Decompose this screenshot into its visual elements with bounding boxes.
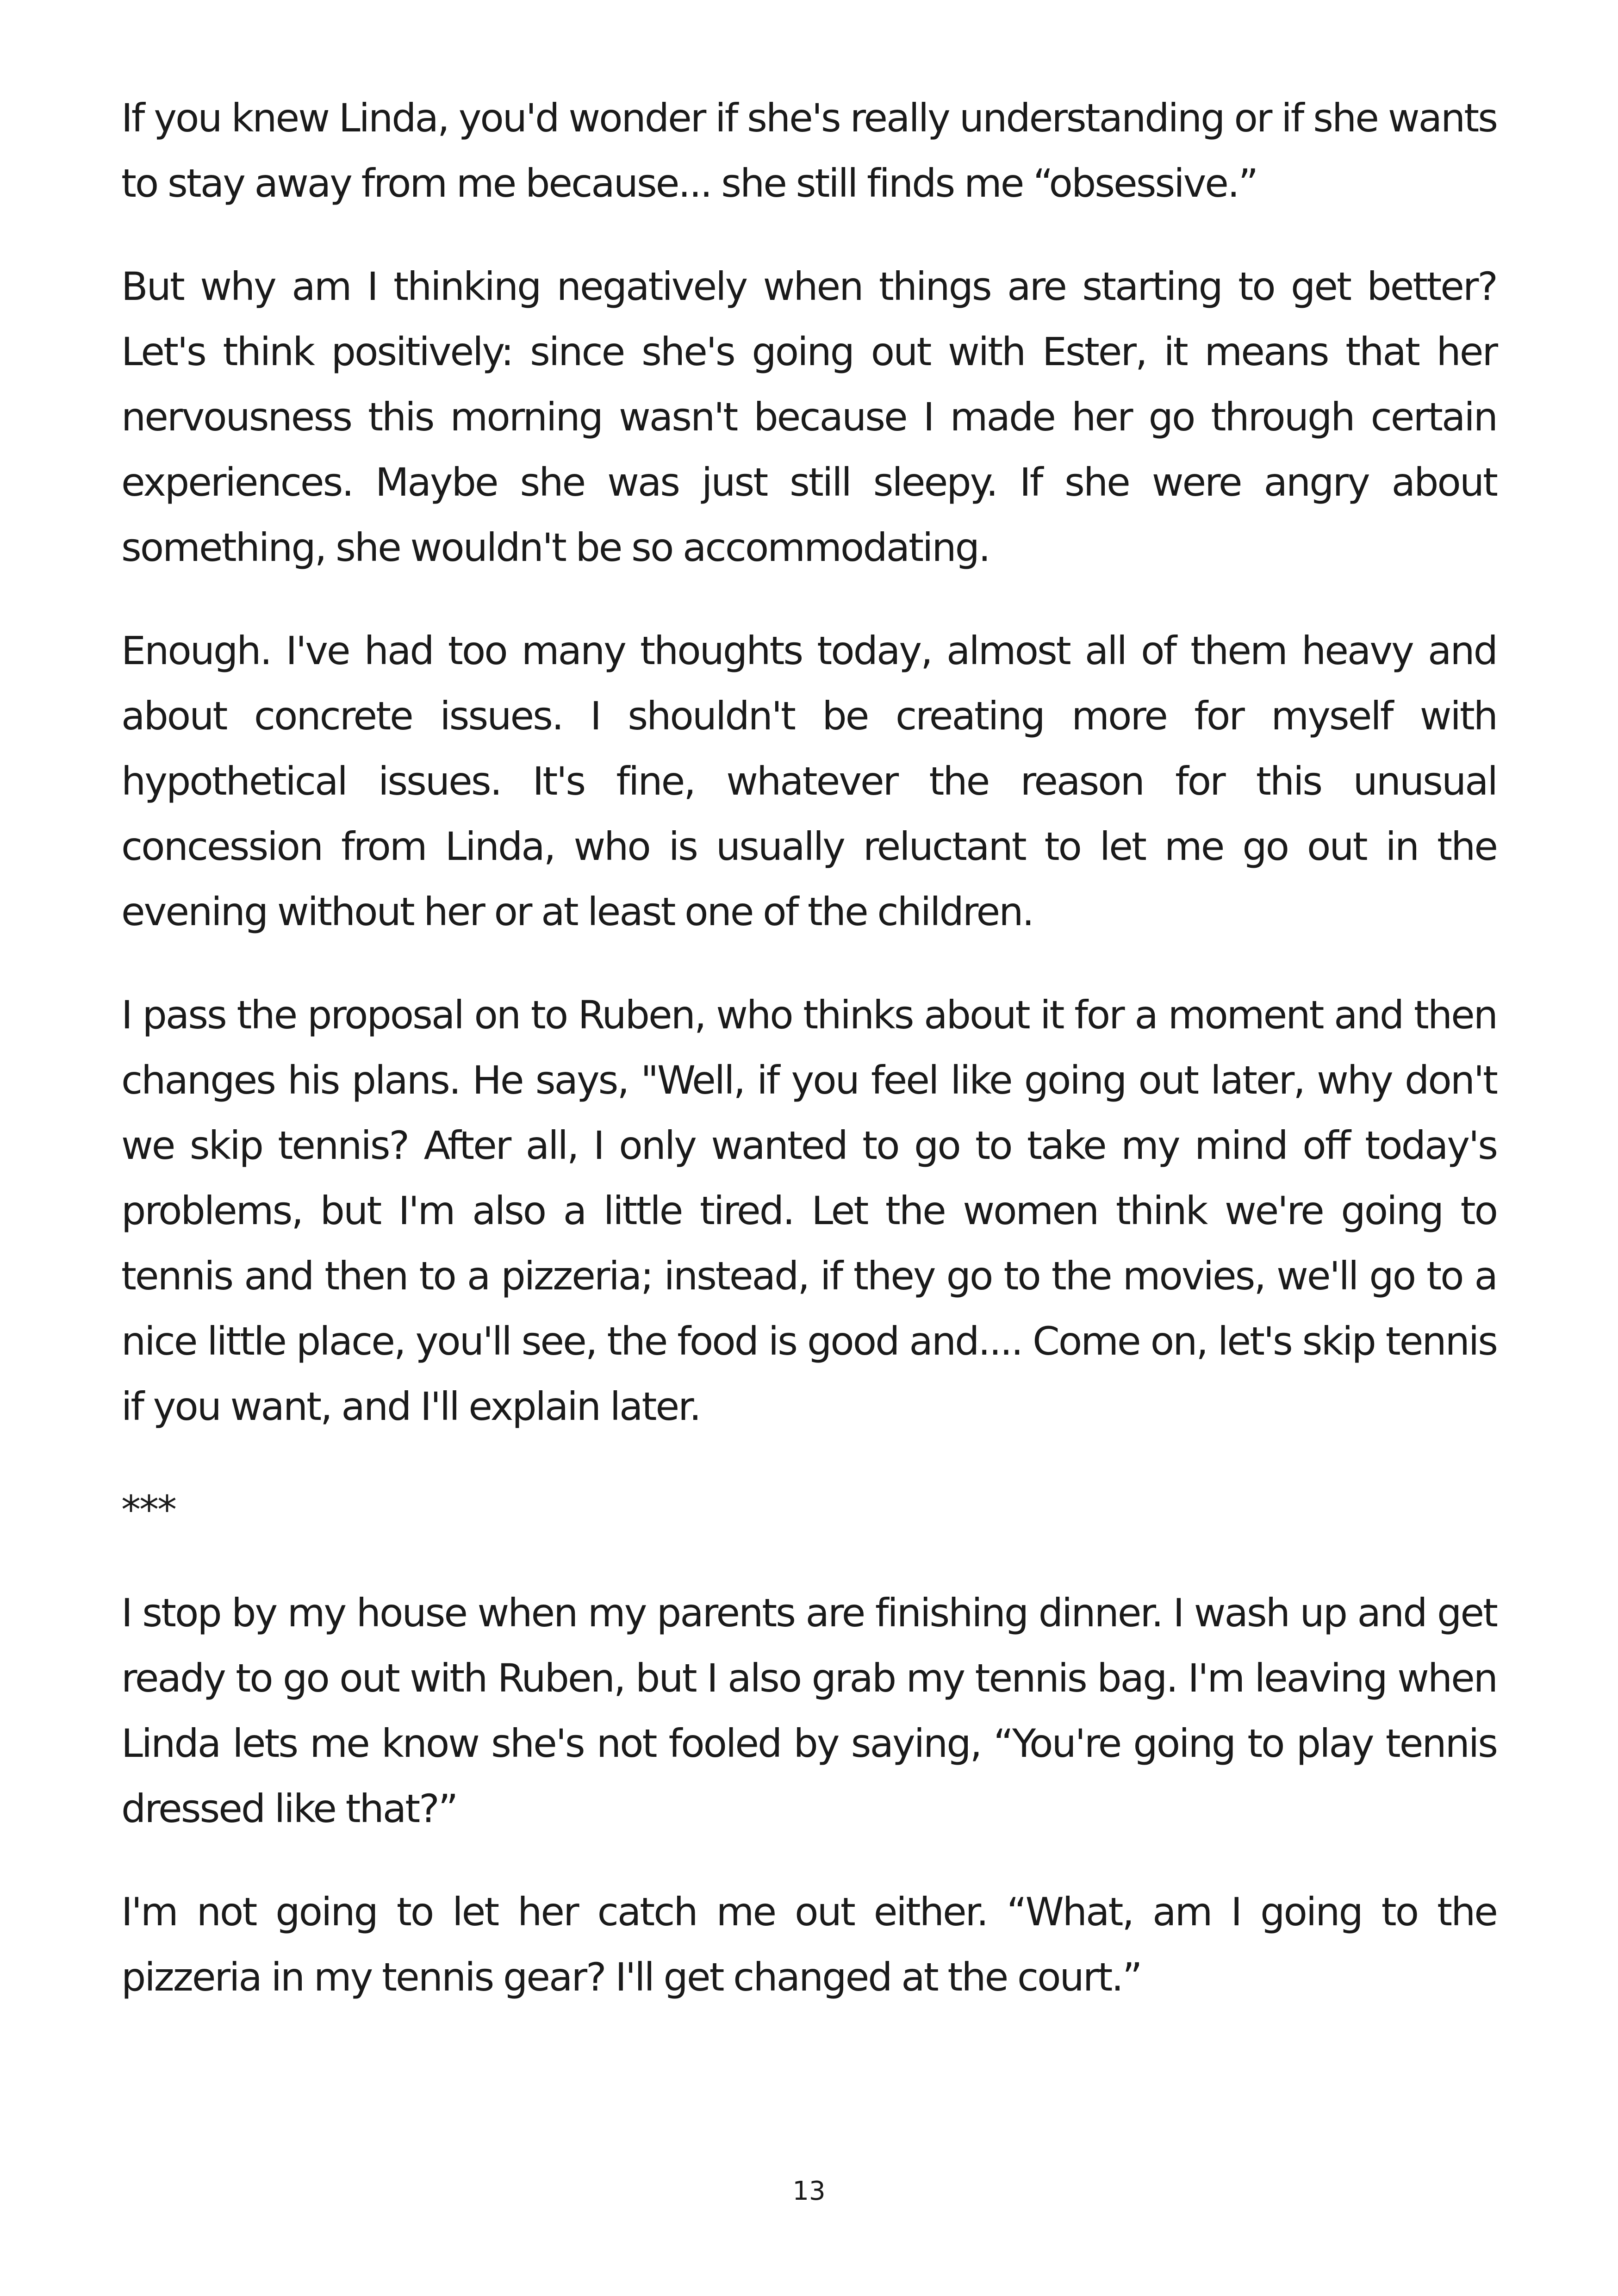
paragraph-6: I'm not going to let her catch me out either. “What, am I going to the pizzeria in my tennis gear? I'll get changed at the court.”: [121, 1889, 1497, 2000]
section-separator: ***: [121, 1487, 175, 1532]
paragraph-5: I stop by my house when my parents are finishing dinner. I wash up and get ready to go out with Ruben, but I also grab my tennis bag. I'm leaving when Linda lets me know she's not fooled by saying, “You're going to play tennis dressed like that?”: [121, 1590, 1497, 1831]
paragraph-3: Enough. I've had too many thoughts today, almost all of them heavy and about concrete issues. I shouldn't be creating more for myself with hypothetical issues. It's fine, whatever the reason for this unusual concession from Linda, who is usually reluctant to let me go out in the evening without her or at least one of the children.: [121, 628, 1497, 934]
paragraph-4: I pass the proposal on to Ruben, who thinks about it for a moment and then changes his plans. He says, "Well, if you feel like going out later, why don't we skip tennis? After all, I only wanted to go to take my mind off today's problems, but I'm also a little tired. Let the women think we're going to tennis and then to a pizzeria; instead, if they go to the movies, we'll go to a nice little place, you'll see, the food is good and.... Come on, let's skip tennis if you want, and I'll explain later.: [121, 992, 1497, 1429]
body-text: [121, 86, 1497, 2048]
paragraph-2: But why am I thinking negatively when things are starting to get better? Let's think positively: since she's going out with Ester, it means that her nervousness this morning wasn't because I made her go through certain experiences. Maybe she was just still sleepy. If she were angry about something, she wouldn't be so accommodating.: [121, 264, 1497, 570]
page-number: 13: [792, 2176, 826, 2206]
paragraph-1: If you knew Linda, you'd wonder if she's really understanding or if she wants to stay away from me because... she still finds me “obsessive.”: [121, 95, 1497, 206]
